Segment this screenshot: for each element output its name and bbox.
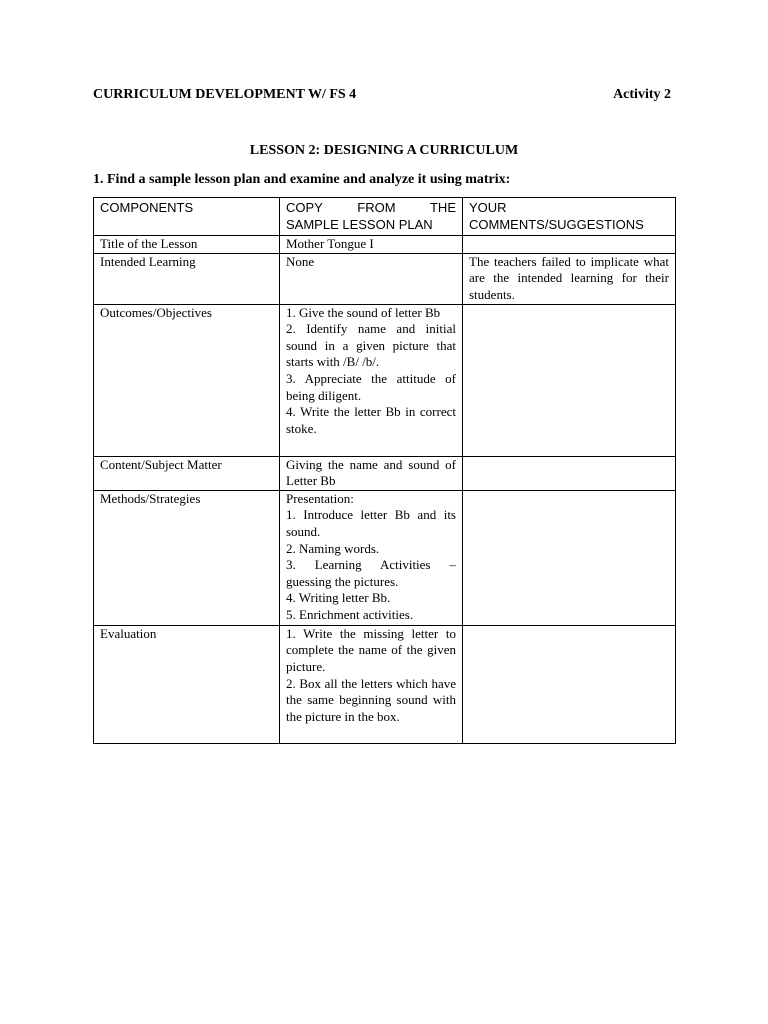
header-copy bbox=[280, 198, 463, 236]
copy-cell bbox=[280, 304, 463, 456]
course-title: CURRICULUM DEVELOPMENT W/ FS 4 bbox=[93, 87, 357, 102]
copy-item: 1. Write the missing letter to complete the name of the given picture. bbox=[286, 625, 456, 674]
comment-cell: The teachers failed to implicate what are the intended learning for their students. bbox=[463, 253, 676, 304]
copy-item: 4. Write the letter Bb in correct stoke. bbox=[286, 404, 456, 436]
table-row bbox=[94, 236, 676, 254]
comment-cell bbox=[463, 490, 676, 625]
component-cell: Intended Learning bbox=[94, 253, 280, 304]
copy-item: None bbox=[286, 253, 315, 269]
copy-cell bbox=[280, 253, 463, 304]
component-cell: Content/Subject Matter bbox=[94, 456, 280, 490]
lesson-title: LESSON 2: DESIGNING A CURRICULUM bbox=[249, 143, 519, 158]
copy-item: 2. Box all the letters which have the same beginning sound with the picture in the box. bbox=[286, 675, 456, 724]
copy-item: Mother Tongue I bbox=[286, 236, 374, 251]
copy-item: 3. Appreciate the attitude of being diligent. bbox=[286, 370, 456, 403]
comment-cell bbox=[463, 625, 676, 743]
component-cell: Evaluation bbox=[94, 625, 280, 743]
header-row bbox=[94, 198, 676, 236]
header-components-label: COMPONENTS bbox=[100, 200, 194, 215]
activity-label: Activity 2 bbox=[613, 87, 671, 102]
copy-item: 5. Enrichment activities. bbox=[286, 606, 414, 622]
header-comments-line2: COMMENTS/SUGGESTIONS bbox=[469, 217, 644, 232]
copy-item: 2. Identify name and initial sound in a given picture that starts with /B/ /b/. bbox=[286, 321, 456, 370]
table-row bbox=[94, 456, 676, 490]
header-copy-line1: COPY FROM THE bbox=[286, 200, 456, 215]
copy-item: Presentation: bbox=[286, 490, 354, 506]
component-cell: Title of the Lesson bbox=[94, 236, 280, 254]
component-cell: Methods/Strategies bbox=[94, 490, 280, 625]
analysis-matrix bbox=[93, 197, 676, 744]
copy-item: 2. Naming words. bbox=[286, 540, 380, 556]
copy-cell bbox=[280, 490, 463, 625]
component-cell: Outcomes/Objectives bbox=[94, 304, 280, 456]
copy-item: 4. Writing letter Bb. bbox=[286, 590, 391, 606]
copy-item: 1. Introduce letter Bb and its sound. bbox=[286, 507, 456, 539]
copy-cell bbox=[280, 236, 463, 254]
header-comments-line1: YOUR bbox=[469, 200, 507, 215]
instruction-text: 1. Find a sample lesson plan and examine and analyze it using matrix: bbox=[93, 172, 511, 187]
header-comments bbox=[463, 198, 676, 236]
comment-cell bbox=[463, 304, 676, 456]
comment-cell bbox=[463, 236, 676, 254]
header-components bbox=[94, 198, 280, 236]
copy-item: 1. Give the sound of letter Bb bbox=[286, 304, 441, 320]
comment-cell bbox=[463, 456, 676, 490]
table-row bbox=[94, 304, 676, 456]
copy-item: 3. Learning Activities – guessing the pictures. bbox=[286, 557, 456, 589]
table-row bbox=[94, 625, 676, 743]
copy-item: Giving the name and sound of Letter Bb bbox=[286, 456, 456, 489]
copy-cell bbox=[280, 625, 463, 743]
copy-cell bbox=[280, 456, 463, 490]
header-copy-line2: SAMPLE LESSON PLAN bbox=[286, 217, 433, 232]
document-header bbox=[93, 87, 671, 107]
table-row bbox=[94, 490, 676, 625]
table-row bbox=[94, 253, 676, 304]
